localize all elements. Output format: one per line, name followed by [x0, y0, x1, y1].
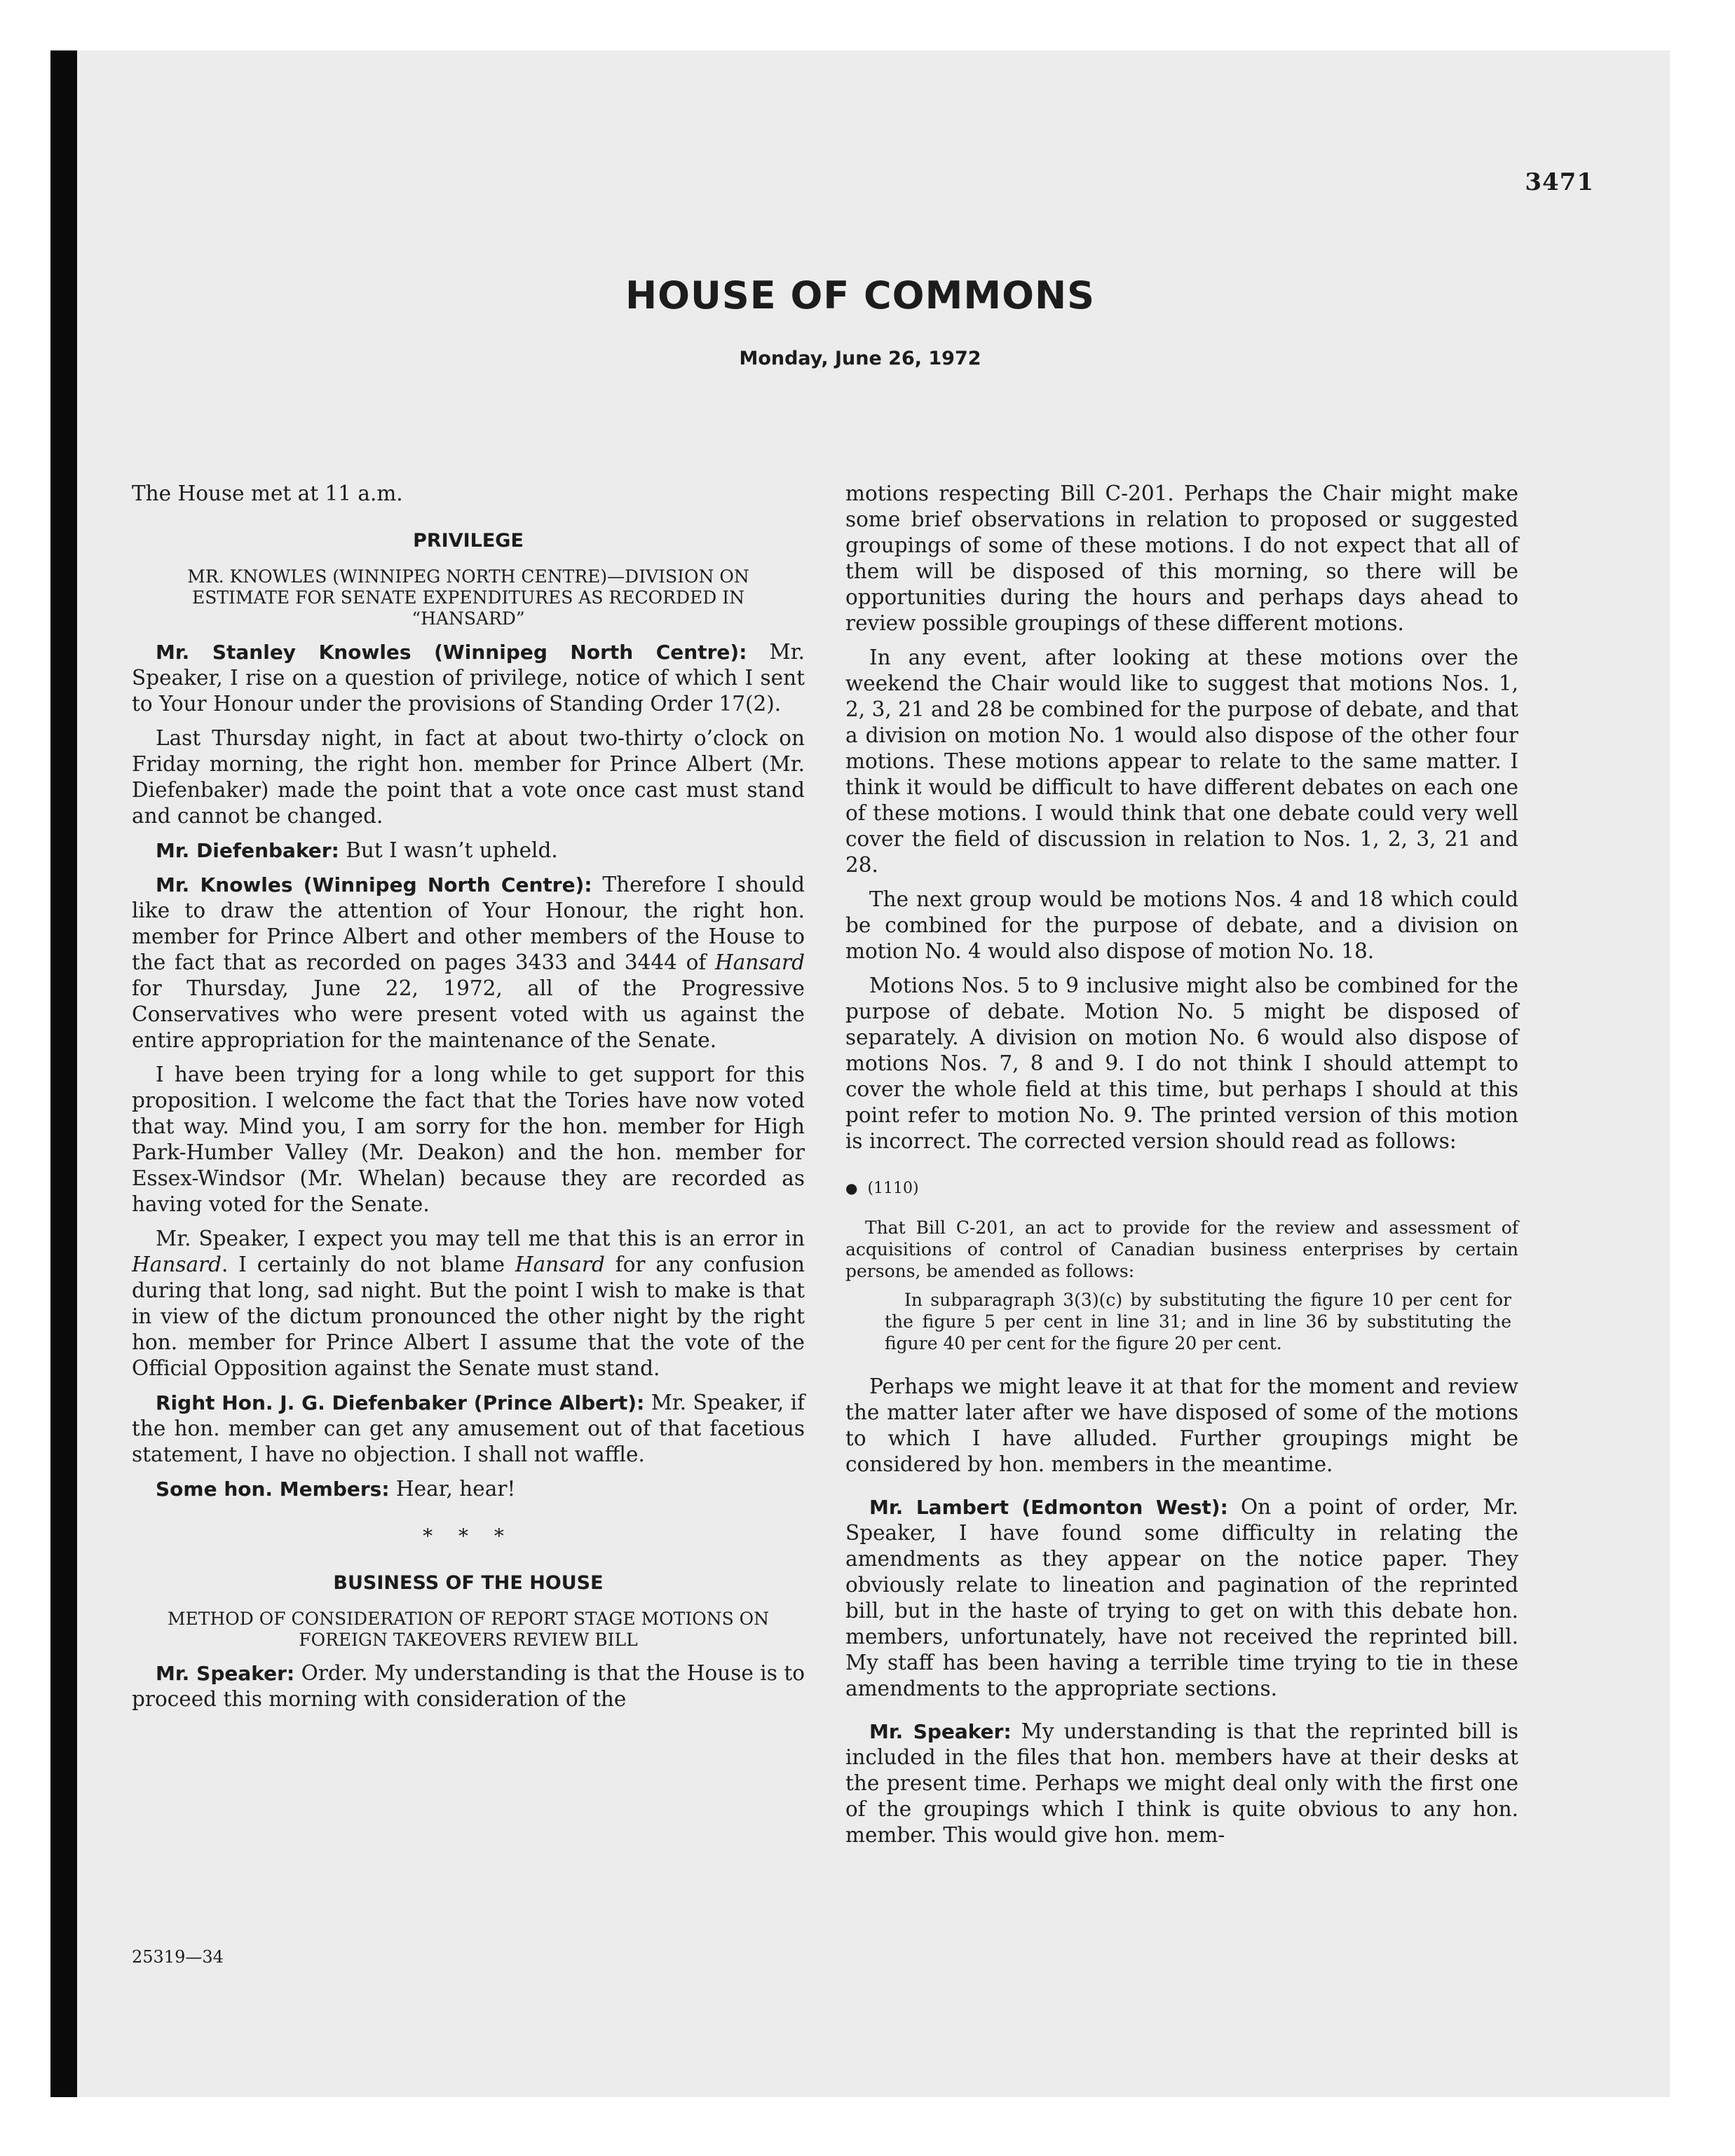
bullet-icon: ● — [845, 1180, 858, 1196]
speaker-name: Right Hon. J. G. Diefenbaker (Prince Albert): — [156, 1391, 645, 1414]
speaker-name: Mr. Stanley Knowles (Winnipeg North Centre): — [156, 641, 747, 664]
speech-text: Hear, hear! — [389, 1477, 516, 1501]
footer-print-code: 25319—34 — [132, 1947, 224, 1967]
scanned-page — [50, 50, 1670, 2097]
speech-paragraph — [845, 1719, 1518, 1848]
speech-text: Mr. Speaker, I rise on a question of privilege, notice of which I sent to Your Honour under the provisions of Standing Order 17(2). — [132, 640, 805, 716]
right-column — [845, 481, 1518, 1857]
speech-paragraph: Last Thursday night, in fact at about two-thirty o’clock on Friday morning, the right hon. member for Prince Albert (Mr. Diefenbaker) made the point that a vote once cast must stand and cannot be changed. — [132, 726, 805, 828]
speech-text: Mr. Speaker, I expect you may tell me that this is an error in — [156, 1227, 805, 1250]
motion-subparagraph: In subparagraph 3(3)(c) by substituting the figure 10 per cent for the figure 5 per cent in line 31; and in line 36 by substituting the figure 40 per cent for the figure 20 per cent. — [885, 1290, 1511, 1353]
speech-paragraph: Motions Nos. 5 to 9 inclusive might also be combined for the purpose of debate. Motion No. 5 might be disposed of separately. A division on motion No. 6 would also dispose of motions Nos. 7, 8 and 9. I do not think I should attempt to cover the whole field at this time, but perhaps I should at this point refer to motion No. 9. The printed version of this motion is incorrect. The corrected version should read as follows: — [845, 974, 1518, 1153]
hansard-italic: Hansard — [714, 950, 805, 974]
speech-text: But I wasn’t upheld. — [339, 838, 558, 862]
privilege-subheading: MR. KNOWLES (WINNIPEG NORTH CENTRE)—DIVISION ON ESTIMATE FOR SENATE EXPENDITURES AS RECORDED IN “HANSARD” — [187, 566, 749, 629]
speech-text: Order. My understanding is that the House is to proceed this morning with consideration of the — [132, 1661, 805, 1711]
speech-paragraph — [132, 639, 805, 717]
speaker-name: Mr. Knowles (Winnipeg North Centre): — [156, 873, 592, 896]
speech-text: . I certainly do not blame — [222, 1253, 515, 1276]
speech-text: My understanding is that the reprinted bill is included in the files that hon. members have at their desks at the present time. Perhaps we might deal only with the first one of the groupings which I think is quite obvious to any hon. member. This would give hon. mem- — [845, 1719, 1518, 1847]
speech-text: Mr. Speaker, if the hon. member can get any amusement out of that facetious statement, I have no objection. I shall not waffle. — [132, 1391, 805, 1466]
motion-text: That Bill C-201, an act to provide for the review and assessment of acquisitions of control of Canadian business enterprises by certain persons, be amended as follows: — [845, 1217, 1518, 1281]
speech-paragraph: Perhaps we might leave it at that for the moment and review the matter later after we have disposed of some of the motions to which I have alluded. Further groupings might be considered by hon. members in the meantime. — [845, 1374, 1518, 1476]
speech-text: for Thursday, June 22, 1972, all of the Progressive Conservatives who were present voted with us against the entire appropriation for the maintenance of the Senate. — [132, 976, 805, 1052]
speaker-name: Mr. Speaker: — [156, 1662, 295, 1685]
speaker-name: Mr. Speaker: — [869, 1720, 1012, 1743]
speech-text: On a point of order, Mr. Speaker, I have found some difficulty in relating the amendments as they appear on the notice paper. They obviously relate to lineation and pagination of the reprinted bill, but in the haste of trying to get on with this debate hon. members, unfortunately, have not received the reprinted bill. My staff has been having a terrible time trying to tie in these amendments to the appropriate sections. — [845, 1495, 1518, 1700]
privilege-heading: PRIVILEGE — [413, 530, 524, 552]
speech-paragraph: The next group would be motions Nos. 4 and 18 which could be combined for the purpose of debate, and a division on motion No. 4 would also dispose of motion No. 18. — [845, 887, 1518, 963]
page-number: 3471 — [1525, 168, 1594, 196]
speech-paragraph: I have been trying for a long while to get support for this proposition. I welcome the fact that the Tories have now voted that way. Mind you, I am sorry for the hon. member for High Park-Humber Valley (Mr. Deakon) and the hon. member for Essex-Windsor (Mr. Whelan) because they are recorded as having voted for the Senate. — [132, 1063, 805, 1216]
speech-paragraph — [132, 838, 805, 864]
speaker-name: Some hon. Members: — [156, 1478, 390, 1501]
sitting-opening: The House met at 11 a.m. — [132, 482, 403, 505]
hansard-italic: Hansard — [132, 1253, 222, 1276]
speaker-name: Mr. Lambert (Edmonton West): — [869, 1496, 1228, 1519]
left-column — [132, 481, 805, 1721]
speech-paragraph — [132, 1390, 805, 1468]
page-title: HOUSE OF COMMONS — [625, 273, 1096, 318]
business-subheading: METHOD OF CONSIDERATION OF REPORT STAGE MOTIONS ON FOREIGN TAKEOVERS REVIEW BILL — [167, 1609, 770, 1650]
speech-paragraph — [132, 872, 805, 1053]
speech-paragraph: In any event, after looking at these motions over the weekend the Chair would like to suggest that motions Nos. 1, 2, 3, 21 and 28 be combined for the purpose of debate, and that a division on motion No. 1 would also dispose of the other four motions. These motions appear to relate to the same matter. I think it would be difficult to have different debates on each one of these motions. I would think that one debate could very well cover the field of discussion in relation to Nos. 1, 2, 3, 21 and 28. — [845, 646, 1518, 877]
speech-paragraph — [845, 1494, 1518, 1702]
page-date: Monday, June 26, 1972 — [739, 348, 981, 369]
hansard-italic: Hansard — [515, 1253, 605, 1276]
speech-paragraph — [132, 1660, 805, 1712]
speech-paragraph — [132, 1476, 805, 1502]
time-marker-text: (1110) — [867, 1180, 919, 1197]
speech-text: Therefore I should like to draw the attention of Your Honour, the right hon. member for Prince Albert and other members of the House to the fact that as recorded on pages 3433 and 3444 of — [132, 873, 805, 974]
speech-paragraph: motions respecting Bill C-201. Perhaps the Chair might make some brief observations in relation to proposed or suggested groupings of some of these motions. I do not expect that all of them will be disposed of this morning, so there will be opportunities during the hours and perhaps days ahead to review possible groupings of these different motions. — [845, 482, 1518, 635]
speech-paragraph — [132, 1226, 805, 1381]
time-marker — [845, 1175, 1518, 1201]
speech-text: for any confusion during that long, sad night. But the point I wish to make is that in view of the dictum pronounced the other night by the right hon. member for Prince Albert I assume that the vote of the Official Opposition against the Senate must stand. — [132, 1253, 805, 1380]
section-separator: * * * — [423, 1524, 514, 1548]
speaker-name: Mr. Diefenbaker: — [156, 839, 339, 862]
business-heading: BUSINESS OF THE HOUSE — [333, 1572, 604, 1594]
